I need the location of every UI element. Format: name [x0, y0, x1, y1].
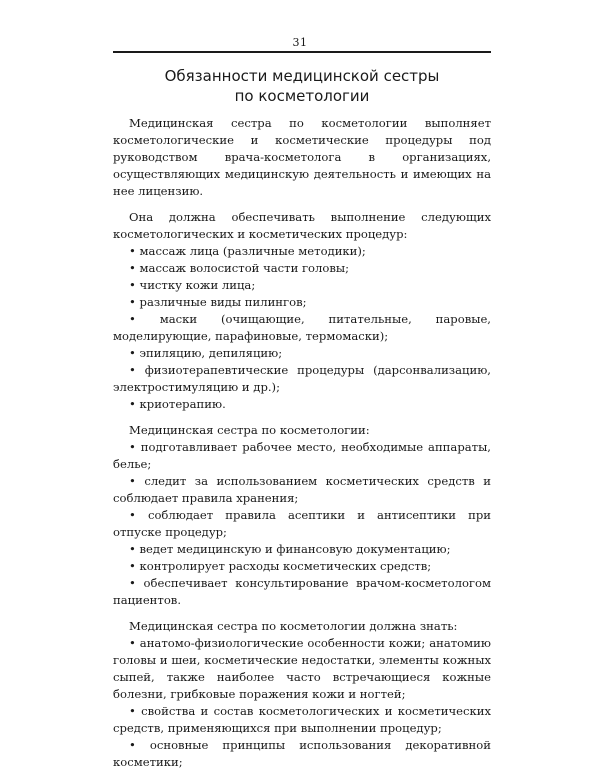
list-item: • основные принципы использования декоративной косметики;	[113, 737, 491, 771]
list-item: • следит за использованием косметических средств и соблюдает правила хранения;	[113, 473, 491, 507]
list-item: • физиотерапевтические процедуры (дарсонвализацию, электростимуляцию и др.);	[113, 362, 491, 396]
title-line-2: по косметологии	[234, 87, 370, 105]
list-item: • подготавливает рабочее место, необходимые аппараты, белье;	[113, 439, 491, 473]
list-item: • ведет медицинскую и финансовую документацию;	[113, 541, 491, 558]
section2-lead: Медицинская сестра по косметологии:	[129, 423, 370, 437]
header-rule	[113, 51, 491, 53]
page-number: 31	[292, 36, 308, 49]
intro-paragraph: Медицинская сестра по косметологии выполняет косметологические и косметические процедуры под руководством врача-косметолога в организациях, осуществляющих медицинскую деятельность и имеющих на нее лицензию.	[113, 116, 491, 198]
list-item: • криотерапию.	[113, 396, 491, 413]
list-item: • соблюдает правила асептики и антисептики при отпуске процедур;	[113, 507, 491, 541]
list-item: • маски (очищающие, питательные, паровые, моделирующие, парафиновые, термомаски);	[113, 311, 491, 345]
list-item: • различные виды пилингов;	[113, 294, 491, 311]
list-item: • эпиляцию, депиляцию;	[113, 345, 491, 362]
section3-lead: Медицинская сестра по косметологии должна знать:	[129, 619, 458, 633]
section-title	[113, 66, 491, 106]
list-item: • массаж волосистой части головы;	[113, 260, 491, 277]
list-item: • обеспечивает консультирование врачом-косметологом пациентов.	[113, 575, 491, 609]
list-item: • свойства и состав косметологических и косметических средств, применяющихся при выполнении процедур;	[113, 703, 491, 737]
list-item: • анатомо-физиологические особенности кожи; анатомию головы и шеи, косметические недостатки, элементы кожных сыпей, также наиболее часто встречающиеся кожные болезни, грибковые поражения кожи и ногтей;	[113, 635, 491, 703]
list-item: • контролирует расходы косметических средств;	[113, 558, 491, 575]
section1-lead: Она должна обеспечивать выполнение следующих косметологических и косметических процедур:	[113, 210, 491, 241]
body-text	[113, 115, 491, 771]
list-item: • массаж лица (различные методики);	[113, 243, 491, 260]
title-line-1: Обязанности медицинской сестры	[164, 67, 440, 85]
list-item: • чистку кожи лица;	[113, 277, 491, 294]
